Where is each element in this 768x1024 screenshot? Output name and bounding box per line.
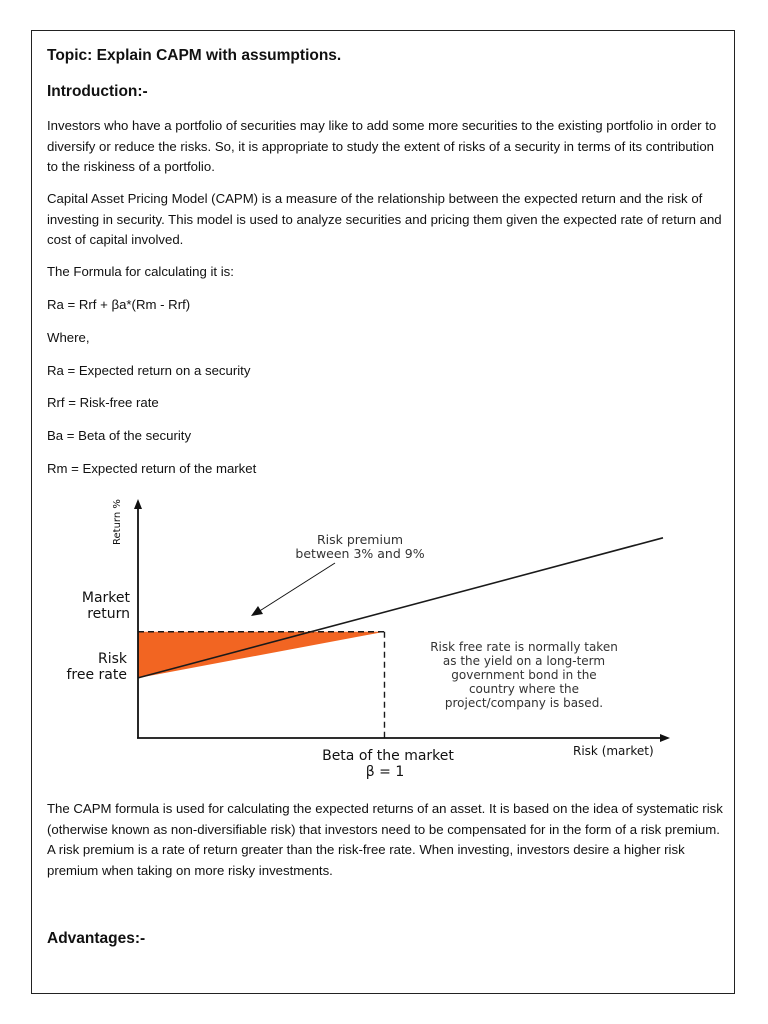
risk-premium-note-line2: between 3% and 9% [295,546,425,561]
introduction-heading: Introduction:- [47,83,148,100]
where-label: Where, [47,330,90,345]
risk-free-note-line4: country where the [468,682,580,696]
definition-rm: Rm = Expected return of the market [47,461,257,476]
risk-premium-pointer-head [251,606,263,616]
formula-intro: The Formula for calculating it is: [47,264,234,279]
y-axis-arrowhead [134,499,142,509]
risk-premium-area [138,632,384,678]
risk-free-note-line2: as the yield on a long-term [442,654,606,668]
market-return-label-line2: return [87,606,130,622]
capm-formula: Ra = Rrf + βa*(Rm - Rrf) [47,297,191,312]
y-axis-label: Return % [112,499,123,545]
x-axis-arrowhead [660,734,670,742]
market-return-label-line1: Market [81,590,130,606]
beta-label-line2: β = 1 [365,764,405,780]
risk-free-note-line5: project/company is based. [444,696,604,710]
risk-free-label-line2: free rate [66,667,127,683]
advantages-heading: Advantages:- [47,930,146,947]
risk-premium-note-line1: Risk premium [316,532,404,547]
risk-free-note-line3: government bond in the [451,668,597,682]
definition-ba: Ba = Beta of the security [47,428,192,443]
capm-explanation-paragraph: The CAPM formula is used for calculating the expected returns of an asset. It is based on the idea of systematic risk (otherwise known as non-diversifiable risk) that investors need to be compensated for in the form of a risk premium. A risk premium is a rate of return greater than the risk-free rate. When investing, investors desire a higher risk premium when taking on more risky investments. [47,801,723,878]
intro-paragraph-1: Investors who have a portfolio of securities may like to add some more securities to the existing portfolio in order to diversify or reduce the risks. So, it is appropriate to study the extent of risks of a security in terms of its contribution to the riskiness of a portfolio. [47,118,717,174]
definition-ra: Ra = Expected return on a security [47,363,251,378]
x-axis-label: Risk (market) [573,744,654,758]
risk-premium-pointer [258,563,335,612]
risk-free-label-line1: Risk [97,651,127,667]
topic-heading: Topic: Explain CAPM with assumptions. [47,47,342,64]
intro-paragraph-2: Capital Asset Pricing Model (CAPM) is a measure of the relationship between the expected return and the risk of investing in security. This model is used to analyze securities and pricing them given the expected rate of return and cost of capital involved. [47,191,722,247]
beta-label-line1: Beta of the market [322,748,454,764]
definition-rrf: Rrf = Risk-free rate [47,395,159,410]
risk-free-note-line1: Risk free rate is normally taken [430,640,618,654]
